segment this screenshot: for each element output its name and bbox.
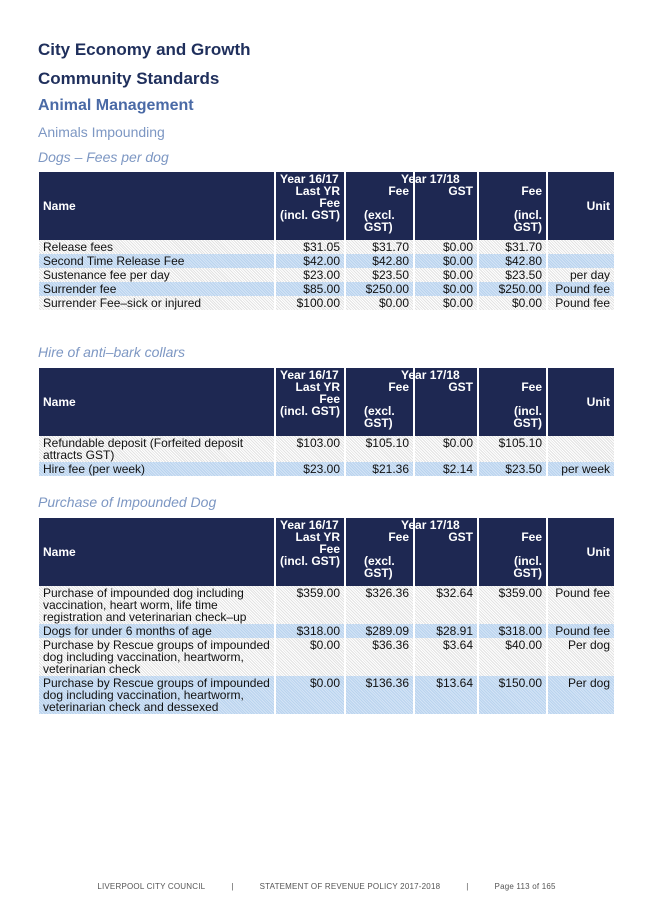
last-year-fee-cell: $103.00: [276, 436, 344, 462]
fee-incl-gst-cell: $359.00: [479, 586, 546, 624]
year-label: Year 16/17: [280, 518, 339, 532]
fee-incl-gst-cell: $42.80: [479, 254, 546, 268]
header-text: (incl. GST): [513, 554, 542, 580]
table-row: [39, 254, 614, 268]
fee-excl-gst-cell: $21.36: [346, 462, 413, 476]
last-year-fee-cell: $318.00: [276, 624, 344, 638]
fee-excl-gst-cell: $326.36: [346, 586, 413, 624]
table-row: [39, 436, 614, 462]
last-year-fee-cell: $42.00: [276, 254, 344, 268]
footer-council: LIVERPOOL CITY COUNCIL: [97, 882, 206, 891]
header-text: (incl. GST): [513, 208, 542, 234]
gst-cell: $0.00: [415, 268, 477, 282]
gst-cell: $0.00: [415, 436, 477, 462]
heading-section: Animal Management: [38, 97, 194, 114]
column-header-gst: [401, 172, 477, 240]
fee-name-cell: Surrender Fee–sick or injured: [39, 296, 274, 310]
gst-cell: $13.64: [415, 676, 477, 714]
fee-name-cell: Release fees: [39, 240, 274, 254]
last-year-fee-cell: $359.00: [276, 586, 344, 624]
fee-excl-gst-cell: $0.00: [346, 296, 413, 310]
gst-cell: $0.00: [415, 282, 477, 296]
header-text: Last YR: [295, 380, 340, 394]
unit-cell: Pound fee: [548, 282, 614, 296]
fee-incl-gst-cell: $318.00: [479, 624, 546, 638]
header-text: GST): [364, 416, 393, 430]
column-header-name: Name: [39, 518, 274, 586]
last-year-fee-cell: $31.05: [276, 240, 344, 254]
fee-name-cell: Hire fee (per week): [39, 462, 274, 476]
last-year-fee-cell: $100.00: [276, 296, 344, 310]
gst-cell: $0.00: [415, 296, 477, 310]
fee-excl-gst-cell: $23.50: [346, 268, 413, 282]
fee-table: [37, 368, 616, 476]
gst-cell: $0.00: [415, 254, 477, 268]
column-header-last-year-fee: [276, 518, 344, 586]
fee-incl-gst-cell: $0.00: [479, 296, 546, 310]
fee-excl-gst-cell: $42.80: [346, 254, 413, 268]
header-text: Fee: [521, 530, 542, 544]
last-year-fee-cell: $23.00: [276, 268, 344, 282]
table-row: [39, 586, 614, 624]
table-row: [39, 268, 614, 282]
fee-name-cell: Sustenance fee per day: [39, 268, 274, 282]
header-text: Fee: [319, 542, 340, 556]
unit-cell: [548, 436, 614, 462]
fee-excl-gst-cell: $36.36: [346, 638, 413, 676]
unit-cell: Pound fee: [548, 586, 614, 624]
header-text: GST: [448, 380, 473, 394]
fee-incl-gst-cell: $23.50: [479, 268, 546, 282]
fee-name-cell: Second Time Release Fee: [39, 254, 274, 268]
table-row: [39, 296, 614, 310]
unit-cell: Pound fee: [548, 624, 614, 638]
fee-excl-gst-cell: $289.09: [346, 624, 413, 638]
last-year-fee-cell: $23.00: [276, 462, 344, 476]
fee-table: [37, 518, 616, 714]
header-text: (excl.: [364, 208, 395, 222]
fee-excl-gst-cell: $105.10: [346, 436, 413, 462]
unit-cell: per week: [548, 462, 614, 476]
page-footer: LIVERPOOL CITY COUNCIL | STATEMENT OF REVENUE POLICY 2017-2018 | Page 113 of 165: [97, 882, 556, 891]
year-label: Year 16/17: [280, 172, 339, 186]
fee-name-cell: Refundable deposit (Forfeited deposit attracts GST): [39, 436, 274, 462]
gst-cell: $0.00: [415, 240, 477, 254]
header-text: GST: [448, 530, 473, 544]
heading-directorate: City Economy and Growth: [38, 40, 251, 59]
table-title: Hire of anti–bark collars: [38, 344, 186, 360]
header-text: Last YR: [295, 530, 340, 544]
fee-name-cell: Purchase of impounded dog including vaccination, heart worm, life time registration and veterinarian check–up: [39, 586, 274, 624]
year-label: Year 17/18: [401, 518, 460, 532]
fee-incl-gst-cell: $250.00: [479, 282, 546, 296]
unit-cell: Per dog: [548, 638, 614, 676]
header-text: Fee: [521, 184, 542, 198]
header-text: GST: [448, 184, 473, 198]
table-row: [39, 624, 614, 638]
table-row: [39, 240, 614, 254]
heading-department: Community Standards: [38, 69, 220, 88]
column-header-fee-incl-gst: [479, 172, 546, 240]
fee-name-cell: Purchase by Rescue groups of impounded dog including vaccination, heartworm, veterinarian check: [39, 638, 274, 676]
header-text: Fee: [319, 196, 340, 210]
unit-cell: per day: [548, 268, 614, 282]
last-year-fee-cell: $85.00: [276, 282, 344, 296]
unit-cell: [548, 240, 614, 254]
header-text: (excl.: [364, 554, 395, 568]
fee-excl-gst-cell: $136.36: [346, 676, 413, 714]
header-text: (excl.: [364, 404, 395, 418]
fee-excl-gst-cell: $31.70: [346, 240, 413, 254]
table-row: [39, 676, 614, 714]
unit-cell: Per dog: [548, 676, 614, 714]
unit-cell: [548, 254, 614, 268]
header-text: (incl. GST): [280, 404, 340, 418]
column-header-unit: Unit: [548, 172, 614, 240]
header-text: Fee: [319, 392, 340, 406]
header-text: Last YR: [295, 184, 340, 198]
fee-name-cell: Surrender fee: [39, 282, 274, 296]
table-row: [39, 282, 614, 296]
header-text: Fee: [521, 380, 542, 394]
column-header-name: Name: [39, 172, 274, 240]
fee-incl-gst-cell: $40.00: [479, 638, 546, 676]
fee-name-cell: Dogs for under 6 months of age: [39, 624, 274, 638]
column-header-unit: Unit: [548, 518, 614, 586]
table-title: Purchase of Impounded Dog: [38, 494, 217, 510]
heading-subsection: Animals Impounding: [38, 124, 165, 140]
gst-cell: $32.64: [415, 586, 477, 624]
header-text: Fee: [388, 530, 409, 544]
header-text: GST): [364, 566, 393, 580]
fee-incl-gst-cell: $23.50: [479, 462, 546, 476]
column-header-gst: [401, 518, 477, 586]
fee-excl-gst-cell: $250.00: [346, 282, 413, 296]
gst-cell: $28.91: [415, 624, 477, 638]
footer-page-number: Page 113 of 165: [494, 882, 556, 891]
column-header-last-year-fee: [276, 172, 344, 240]
table-row: [39, 462, 614, 476]
column-header-fee-incl-gst: [479, 518, 546, 586]
fee-incl-gst-cell: $31.70: [479, 240, 546, 254]
header-text: (incl. GST): [513, 404, 542, 430]
table-title: Dogs – Fees per dog: [38, 149, 169, 165]
gst-cell: $3.64: [415, 638, 477, 676]
year-label: Year 17/18: [401, 368, 460, 382]
column-header-gst: [401, 368, 477, 436]
unit-cell: Pound fee: [548, 296, 614, 310]
gst-cell: $2.14: [415, 462, 477, 476]
column-header-name: Name: [39, 368, 274, 436]
fee-incl-gst-cell: $150.00: [479, 676, 546, 714]
header-text: (incl. GST): [280, 208, 340, 222]
header-text: Fee: [388, 380, 409, 394]
header-text: GST): [364, 220, 393, 234]
column-header-last-year-fee: [276, 368, 344, 436]
header-text: Fee: [388, 184, 409, 198]
year-label: Year 17/18: [401, 172, 460, 186]
column-header-fee-incl-gst: [479, 368, 546, 436]
fee-table: [37, 172, 616, 310]
footer-document: STATEMENT OF REVENUE POLICY 2017-2018: [259, 882, 441, 891]
column-header-unit: Unit: [548, 368, 614, 436]
table-row: [39, 638, 614, 676]
last-year-fee-cell: $0.00: [276, 676, 344, 714]
fee-incl-gst-cell: $105.10: [479, 436, 546, 462]
last-year-fee-cell: $0.00: [276, 638, 344, 676]
year-label: Year 16/17: [280, 368, 339, 382]
fee-name-cell: Purchase by Rescue groups of impounded dog including vaccination, heartworm, veterinarian check and dessexed: [39, 676, 274, 714]
header-text: (incl. GST): [280, 554, 340, 568]
